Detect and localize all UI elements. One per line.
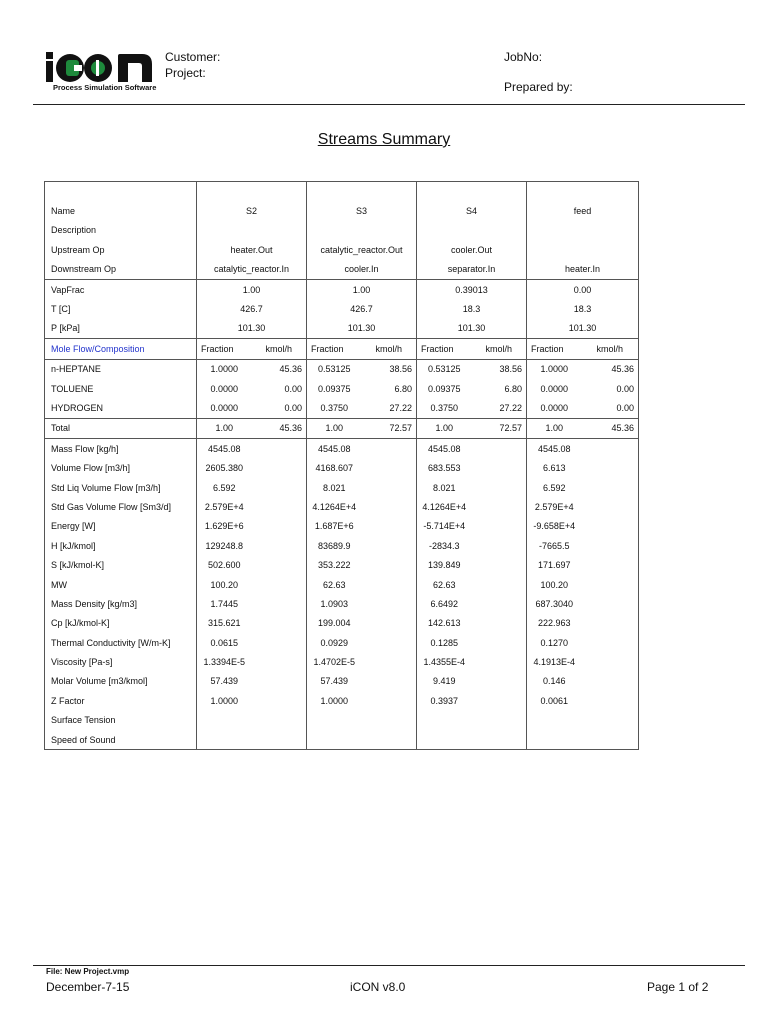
downstream-row bbox=[45, 260, 639, 280]
empty-cell bbox=[582, 614, 639, 633]
property-value: 0.1285 bbox=[417, 633, 472, 652]
empty-cell bbox=[252, 458, 307, 477]
empty-cell bbox=[472, 555, 527, 574]
jobno-label: JobNo: bbox=[504, 50, 543, 64]
property-value: 502.600 bbox=[197, 555, 252, 574]
stream-value: 426.7 bbox=[307, 299, 417, 318]
property-value: 4545.08 bbox=[527, 439, 582, 459]
property-value: 57.439 bbox=[197, 672, 252, 691]
condition-row bbox=[45, 279, 639, 299]
property-value: 171.697 bbox=[527, 555, 582, 574]
property-value: -7665.5 bbox=[527, 536, 582, 555]
empty-cell bbox=[362, 478, 417, 497]
empty-cell bbox=[362, 691, 417, 710]
kmolh-header: kmol/h bbox=[472, 339, 527, 359]
empty-cell bbox=[472, 672, 527, 691]
stream-value bbox=[307, 182, 417, 202]
row-label: Energy [W] bbox=[45, 517, 197, 536]
property-value: 1.4355E-4 bbox=[417, 652, 472, 671]
empty-cell bbox=[362, 517, 417, 536]
row-label: Z Factor bbox=[45, 691, 197, 710]
row-label: Mass Density [kg/m3] bbox=[45, 594, 197, 613]
property-value: 62.63 bbox=[417, 575, 472, 594]
property-value: 57.439 bbox=[307, 672, 362, 691]
property-value: 222.963 bbox=[527, 614, 582, 633]
property-value bbox=[417, 730, 472, 750]
row-label: MW bbox=[45, 575, 197, 594]
empty-cell bbox=[252, 439, 307, 459]
property-value: 6.6492 bbox=[417, 594, 472, 613]
property-value: 0.1270 bbox=[527, 633, 582, 652]
property-value: 1.3394E-5 bbox=[197, 652, 252, 671]
row-label: Mass Flow [kg/h] bbox=[45, 439, 197, 459]
stream-value: cooler.Out bbox=[417, 240, 527, 259]
empty-cell bbox=[582, 536, 639, 555]
empty-cell bbox=[362, 711, 417, 730]
property-row bbox=[45, 478, 639, 497]
empty-cell bbox=[362, 730, 417, 750]
stream-value: 0.39013 bbox=[417, 279, 527, 299]
kmolh-header: kmol/h bbox=[582, 339, 639, 359]
property-value: 4545.08 bbox=[197, 439, 252, 459]
empty-cell bbox=[252, 517, 307, 536]
fraction-value: 1.00 bbox=[417, 418, 472, 438]
description-row bbox=[45, 221, 639, 240]
component-row bbox=[45, 379, 639, 398]
kmolh-value: 45.36 bbox=[582, 418, 639, 438]
fraction-value: 1.00 bbox=[527, 418, 582, 438]
property-row bbox=[45, 594, 639, 613]
empty-cell bbox=[252, 478, 307, 497]
kmolh-value: 38.56 bbox=[389, 364, 412, 375]
spacer-row bbox=[45, 182, 639, 202]
property-value: 4545.08 bbox=[307, 439, 362, 459]
empty-cell bbox=[582, 730, 639, 750]
empty-cell bbox=[252, 672, 307, 691]
property-row bbox=[45, 711, 639, 730]
stream-value bbox=[417, 182, 527, 202]
property-value: 353.222 bbox=[307, 555, 362, 574]
empty-cell bbox=[472, 458, 527, 477]
fraction-header: Fraction bbox=[417, 339, 472, 359]
row-label: Total bbox=[45, 418, 197, 438]
stream-value bbox=[197, 221, 307, 240]
property-row bbox=[45, 691, 639, 710]
row-label: TOLUENE bbox=[45, 379, 197, 398]
property-value bbox=[307, 711, 362, 730]
property-value: 1.4702E-5 bbox=[307, 652, 362, 671]
stream-value: S3 bbox=[307, 201, 417, 220]
empty-cell bbox=[582, 478, 639, 497]
kmolh-value: 0.00 bbox=[284, 383, 302, 394]
empty-cell bbox=[252, 536, 307, 555]
fraction-value: 1.00 bbox=[197, 418, 252, 438]
row-label: Molar Volume [m3/kmol] bbox=[45, 672, 197, 691]
fraction-value: 0.3750 bbox=[417, 398, 472, 418]
empty-cell bbox=[582, 711, 639, 730]
stream-value: 1.00 bbox=[307, 279, 417, 299]
row-label: Std Liq Volume Flow [m3/h] bbox=[45, 478, 197, 497]
row-label: VapFrac bbox=[45, 279, 197, 299]
empty-cell bbox=[252, 575, 307, 594]
stream-value: 426.7 bbox=[197, 299, 307, 318]
property-value: 2.579E+4 bbox=[197, 497, 252, 516]
empty-cell bbox=[472, 536, 527, 555]
property-value bbox=[197, 730, 252, 750]
row-label bbox=[45, 182, 197, 202]
empty-cell bbox=[582, 497, 639, 516]
property-row bbox=[45, 672, 639, 691]
property-row bbox=[45, 517, 639, 536]
stream-value: 1.00 bbox=[197, 279, 307, 299]
kmolh-header: kmol/h bbox=[362, 339, 417, 359]
empty-cell bbox=[362, 672, 417, 691]
property-value: 100.20 bbox=[197, 575, 252, 594]
project-label: Project: bbox=[165, 66, 206, 80]
property-row bbox=[45, 555, 639, 574]
empty-cell bbox=[472, 439, 527, 459]
property-value: 0.3937 bbox=[417, 691, 472, 710]
property-row bbox=[45, 458, 639, 477]
kmolh-header: kmol/h bbox=[252, 339, 307, 359]
row-label: P [kPa] bbox=[45, 319, 197, 339]
row-label: T [C] bbox=[45, 299, 197, 318]
row-label: Thermal Conductivity [W/m-K] bbox=[45, 633, 197, 652]
empty-cell bbox=[362, 458, 417, 477]
row-label: Description bbox=[45, 221, 197, 240]
empty-cell bbox=[252, 730, 307, 750]
property-value bbox=[197, 711, 252, 730]
property-value: 1.7445 bbox=[197, 594, 252, 613]
property-row bbox=[45, 633, 639, 652]
stream-value: heater.In bbox=[527, 260, 639, 280]
empty-cell bbox=[582, 439, 639, 459]
customer-label: Customer: bbox=[165, 50, 221, 64]
property-value: 2.579E+4 bbox=[527, 497, 582, 516]
property-value: 4.1264E+4 bbox=[417, 497, 472, 516]
empty-cell bbox=[472, 594, 527, 613]
empty-cell bbox=[472, 711, 527, 730]
empty-cell bbox=[472, 730, 527, 750]
empty-cell bbox=[472, 497, 527, 516]
property-value: 1.629E+6 bbox=[197, 517, 252, 536]
component-row bbox=[45, 359, 639, 379]
row-label: Mole Flow/Composition bbox=[45, 339, 197, 359]
stream-value bbox=[527, 182, 639, 202]
empty-cell bbox=[362, 614, 417, 633]
empty-cell bbox=[362, 555, 417, 574]
empty-cell bbox=[582, 555, 639, 574]
property-value bbox=[417, 711, 472, 730]
property-value: 4.1913E-4 bbox=[527, 652, 582, 671]
name-row bbox=[45, 201, 639, 220]
property-value: 199.004 bbox=[307, 614, 362, 633]
stream-value: catalytic_reactor.In bbox=[197, 260, 307, 280]
fraction-value: 0.3750 bbox=[307, 398, 362, 418]
fraction-value: 1.00 bbox=[307, 418, 362, 438]
property-value bbox=[527, 711, 582, 730]
kmolh-value: 45.36 bbox=[252, 418, 307, 438]
property-value: 100.20 bbox=[527, 575, 582, 594]
property-value: 83689.9 bbox=[307, 536, 362, 555]
empty-cell bbox=[582, 517, 639, 536]
kmolh-value: 45.36 bbox=[582, 359, 639, 379]
property-value: 4.1264E+4 bbox=[307, 497, 362, 516]
stream-value: 0.00 bbox=[527, 279, 639, 299]
property-value bbox=[527, 730, 582, 750]
page-title: Streams Summary bbox=[317, 131, 451, 148]
footer-date: December-7-15 bbox=[46, 980, 130, 994]
property-value: 8.021 bbox=[417, 478, 472, 497]
fraction-header: Fraction bbox=[307, 339, 362, 359]
empty-cell bbox=[582, 458, 639, 477]
fraction-value: 0.53125 bbox=[307, 359, 362, 379]
property-value: 129248.8 bbox=[197, 536, 252, 555]
property-value: 0.146 bbox=[527, 672, 582, 691]
prepared-by-label: Prepared by: bbox=[504, 80, 573, 94]
kmolh-value: 0.00 bbox=[252, 398, 307, 418]
fraction-value: 0.53125 bbox=[417, 359, 472, 379]
row-label: H [kJ/kmol] bbox=[45, 536, 197, 555]
property-value: 1.0903 bbox=[307, 594, 362, 613]
property-value: 139.849 bbox=[417, 555, 472, 574]
property-value: 0.0615 bbox=[197, 633, 252, 652]
kmolh-value: 27.22 bbox=[362, 398, 417, 418]
property-value: 687.3040 bbox=[527, 594, 582, 613]
row-label: Cp [kJ/kmol-K] bbox=[45, 614, 197, 633]
stream-value: 18.3 bbox=[417, 299, 527, 318]
stream-value: heater.Out bbox=[197, 240, 307, 259]
property-value bbox=[307, 730, 362, 750]
empty-cell bbox=[472, 614, 527, 633]
kmolh-value: 72.57 bbox=[472, 418, 527, 438]
empty-cell bbox=[362, 497, 417, 516]
stream-value: 18.3 bbox=[527, 299, 639, 318]
property-row bbox=[45, 439, 639, 459]
empty-cell bbox=[582, 691, 639, 710]
empty-cell bbox=[362, 633, 417, 652]
property-value: 6.613 bbox=[527, 458, 582, 477]
property-value: 4168.607 bbox=[307, 458, 362, 477]
empty-cell bbox=[472, 517, 527, 536]
empty-cell bbox=[252, 691, 307, 710]
property-value: -9.658E+4 bbox=[527, 517, 582, 536]
stream-value bbox=[527, 221, 639, 240]
row-label: S [kJ/kmol-K] bbox=[45, 555, 197, 574]
property-value: 0.0061 bbox=[527, 691, 582, 710]
empty-cell bbox=[472, 691, 527, 710]
empty-cell bbox=[362, 594, 417, 613]
empty-cell bbox=[472, 652, 527, 671]
fraction-value: 1.0000 bbox=[527, 359, 582, 379]
fraction-value: 0.0000 bbox=[197, 379, 252, 398]
property-value: 1.0000 bbox=[307, 691, 362, 710]
property-value: 2605.380 bbox=[197, 458, 252, 477]
fraction-value: 1.0000 bbox=[197, 359, 252, 379]
empty-cell bbox=[252, 711, 307, 730]
empty-cell bbox=[362, 536, 417, 555]
property-value: -2834.3 bbox=[417, 536, 472, 555]
stream-value bbox=[417, 221, 527, 240]
empty-cell bbox=[582, 633, 639, 652]
fraction-header: Fraction bbox=[197, 339, 252, 359]
empty-cell bbox=[252, 594, 307, 613]
footer-rule bbox=[33, 965, 745, 966]
stream-value bbox=[197, 182, 307, 202]
stream-value: 101.30 bbox=[417, 319, 527, 339]
property-row bbox=[45, 536, 639, 555]
kmolh-value: 0.00 bbox=[582, 379, 639, 398]
stream-value bbox=[527, 240, 639, 259]
empty-cell bbox=[252, 497, 307, 516]
header-rule bbox=[33, 104, 745, 105]
property-value: 6.592 bbox=[527, 478, 582, 497]
stream-value: cooler.In bbox=[307, 260, 417, 280]
property-value: 1.0000 bbox=[197, 691, 252, 710]
kmolh-value: 6.80 bbox=[504, 383, 522, 394]
empty-cell bbox=[472, 478, 527, 497]
fraction-header: Fraction bbox=[527, 339, 582, 359]
stream-value bbox=[307, 221, 417, 240]
property-value: -5.714E+4 bbox=[417, 517, 472, 536]
property-row bbox=[45, 730, 639, 750]
empty-cell bbox=[252, 614, 307, 633]
property-value: 315.621 bbox=[197, 614, 252, 633]
condition-row bbox=[45, 299, 639, 318]
stream-value: S2 bbox=[197, 201, 307, 220]
empty-cell bbox=[362, 575, 417, 594]
kmolh-value: 45.36 bbox=[279, 364, 302, 375]
fraction-value: 0.0000 bbox=[197, 398, 252, 418]
row-label: Upstream Op bbox=[45, 240, 197, 259]
stream-value: catalytic_reactor.Out bbox=[307, 240, 417, 259]
stream-value: 101.30 bbox=[307, 319, 417, 339]
property-value: 62.63 bbox=[307, 575, 362, 594]
fraction-value: 0.09375 bbox=[417, 379, 472, 398]
empty-cell bbox=[582, 672, 639, 691]
empty-cell bbox=[362, 439, 417, 459]
fraction-value: 0.0000 bbox=[527, 398, 582, 418]
stream-value: S4 bbox=[417, 201, 527, 220]
kmolh-value: 38.56 bbox=[499, 364, 522, 375]
empty-cell bbox=[362, 652, 417, 671]
footer-page: Page 1 of 2 bbox=[647, 980, 709, 994]
kmolh-value: 72.57 bbox=[362, 418, 417, 438]
empty-cell bbox=[582, 594, 639, 613]
row-label: n-HEPTANE bbox=[45, 359, 197, 379]
property-value: 1.687E+6 bbox=[307, 517, 362, 536]
row-label: Surface Tension bbox=[45, 711, 197, 730]
property-row bbox=[45, 497, 639, 516]
icon-logo bbox=[44, 48, 156, 96]
row-label: Viscosity [Pa-s] bbox=[45, 652, 197, 671]
row-label: Downstream Op bbox=[45, 260, 197, 280]
property-value: 9.419 bbox=[417, 672, 472, 691]
condition-row bbox=[45, 319, 639, 339]
empty-cell bbox=[472, 633, 527, 652]
kmolh-value: 27.22 bbox=[472, 398, 527, 418]
property-value: 6.592 bbox=[197, 478, 252, 497]
kmolh-value: 6.80 bbox=[394, 383, 412, 394]
fraction-value: 0.0000 bbox=[527, 379, 582, 398]
property-row bbox=[45, 614, 639, 633]
property-value: 4545.08 bbox=[417, 439, 472, 459]
fraction-value: 0.09375 bbox=[307, 379, 362, 398]
property-value: 8.021 bbox=[307, 478, 362, 497]
empty-cell bbox=[472, 575, 527, 594]
empty-cell bbox=[582, 652, 639, 671]
empty-cell bbox=[252, 555, 307, 574]
kmolh-value: 0.00 bbox=[582, 398, 639, 418]
property-row bbox=[45, 575, 639, 594]
stream-value: 101.30 bbox=[197, 319, 307, 339]
property-value: 683.553 bbox=[417, 458, 472, 477]
empty-cell bbox=[582, 575, 639, 594]
empty-cell bbox=[252, 633, 307, 652]
stream-value: feed bbox=[527, 201, 639, 220]
logo-subtitle: Process Simulation Software bbox=[53, 83, 157, 92]
composition-header-row bbox=[45, 339, 639, 359]
upstream-row bbox=[45, 240, 639, 259]
row-label: HYDROGEN bbox=[45, 398, 197, 418]
row-label: Speed of Sound bbox=[45, 730, 197, 750]
component-row bbox=[45, 398, 639, 418]
streams-summary-table bbox=[44, 181, 639, 750]
stream-value: 101.30 bbox=[527, 319, 639, 339]
property-value: 142.613 bbox=[417, 614, 472, 633]
stream-value: separator.In bbox=[417, 260, 527, 280]
total-row bbox=[45, 418, 639, 438]
row-label: Std Gas Volume Flow [Sm3/d] bbox=[45, 497, 197, 516]
footer-version: iCON v8.0 bbox=[350, 980, 406, 994]
file-name: File: New Project.vmp bbox=[46, 967, 130, 976]
row-label: Volume Flow [m3/h] bbox=[45, 458, 197, 477]
property-value: 0.0929 bbox=[307, 633, 362, 652]
empty-cell bbox=[252, 652, 307, 671]
property-row bbox=[45, 652, 639, 671]
row-label: Name bbox=[45, 201, 197, 220]
